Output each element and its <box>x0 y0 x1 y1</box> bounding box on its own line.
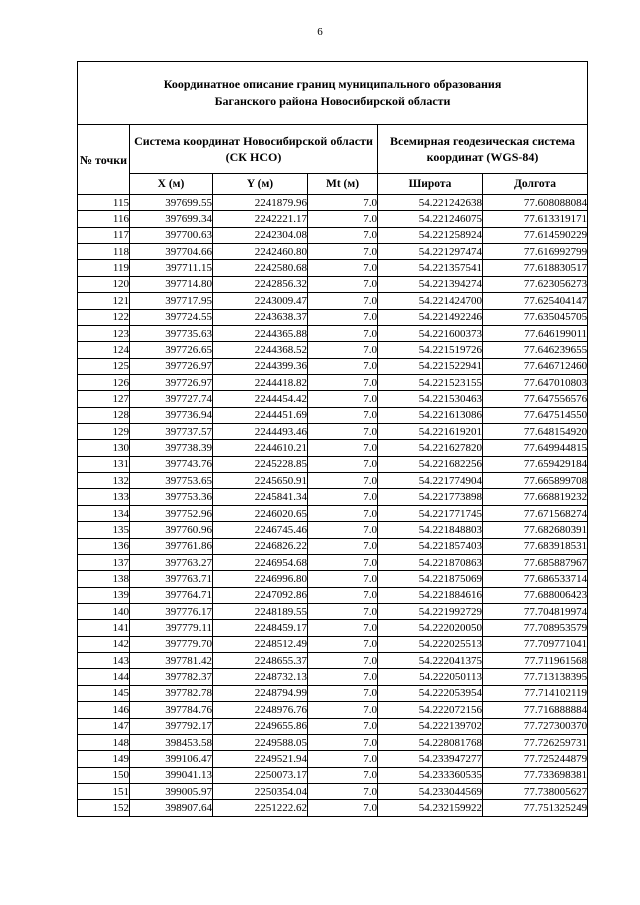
latitude-value: 54.221424700 <box>378 293 483 309</box>
longitude-value: 77.616992799 <box>483 244 588 260</box>
point-number: 124 <box>78 342 130 358</box>
point-number: 147 <box>78 718 130 734</box>
latitude-value: 54.228081768 <box>378 734 483 750</box>
table-row <box>78 407 588 423</box>
longitude-value: 77.646239655 <box>483 342 588 358</box>
latitude-value: 54.222020050 <box>378 620 483 636</box>
latitude-value: 54.221394274 <box>378 276 483 292</box>
mt-value: 7.0 <box>308 702 378 718</box>
y-value: 2244365.88 <box>213 325 308 341</box>
longitude-value: 77.623056273 <box>483 276 588 292</box>
point-number: 132 <box>78 473 130 489</box>
y-value: 2244493.46 <box>213 424 308 440</box>
point-number: 149 <box>78 751 130 767</box>
y-value: 2249521.94 <box>213 751 308 767</box>
mt-value: 7.0 <box>308 440 378 456</box>
y-value: 2248189.55 <box>213 603 308 619</box>
mt-value: 7.0 <box>308 734 378 750</box>
point-number: 141 <box>78 620 130 636</box>
x-value: 397736.94 <box>130 407 213 423</box>
point-number: 125 <box>78 358 130 374</box>
latitude-value: 54.233947277 <box>378 751 483 767</box>
x-value: 397776.17 <box>130 603 213 619</box>
y-value: 2244368.52 <box>213 342 308 358</box>
longitude-value: 77.682680391 <box>483 522 588 538</box>
latitude-value: 54.221682256 <box>378 456 483 472</box>
y-value: 2246020.65 <box>213 505 308 521</box>
mt-value: 7.0 <box>308 489 378 505</box>
y-value: 2248976.76 <box>213 702 308 718</box>
x-value: 397711.15 <box>130 260 213 276</box>
x-value: 397761.86 <box>130 538 213 554</box>
longitude-value: 77.686533714 <box>483 571 588 587</box>
table-row <box>78 718 588 734</box>
latitude-value: 54.233360535 <box>378 767 483 783</box>
x-value: 397782.78 <box>130 685 213 701</box>
mt-value: 7.0 <box>308 587 378 603</box>
mt-value: 7.0 <box>308 554 378 570</box>
y-value: 2248459.17 <box>213 620 308 636</box>
y-value: 2242460.80 <box>213 244 308 260</box>
table-row <box>78 767 588 783</box>
longitude-value: 77.613319171 <box>483 211 588 227</box>
point-number: 150 <box>78 767 130 783</box>
x-value: 397738.39 <box>130 440 213 456</box>
y-value: 2243009.47 <box>213 293 308 309</box>
table-row <box>78 260 588 276</box>
point-number: 136 <box>78 538 130 554</box>
point-number: 118 <box>78 244 130 260</box>
latitude-value: 54.221773898 <box>378 489 483 505</box>
x-value: 397782.37 <box>130 669 213 685</box>
point-number: 117 <box>78 227 130 243</box>
y-value: 2246745.46 <box>213 522 308 538</box>
longitude-value: 77.647514550 <box>483 407 588 423</box>
longitude-value: 77.618830517 <box>483 260 588 276</box>
longitude-value: 77.709771041 <box>483 636 588 652</box>
point-number: 128 <box>78 407 130 423</box>
point-number: 115 <box>78 195 130 211</box>
x-value: 397726.97 <box>130 358 213 374</box>
x-value: 397763.71 <box>130 571 213 587</box>
y-value: 2244418.82 <box>213 374 308 390</box>
x-value: 397727.74 <box>130 391 213 407</box>
latitude-value: 54.221519726 <box>378 342 483 358</box>
longitude-value: 77.704819974 <box>483 603 588 619</box>
page-number: 6 <box>317 26 323 38</box>
y-value: 2250073.17 <box>213 767 308 783</box>
latitude-value: 54.221600373 <box>378 325 483 341</box>
point-number: 148 <box>78 734 130 750</box>
y-value: 2245228.85 <box>213 456 308 472</box>
table-row <box>78 325 588 341</box>
nso-system-header: Система координат Новосибирской области (СК НСО) <box>130 125 378 174</box>
longitude-value: 77.648154920 <box>483 424 588 440</box>
longitude-value: 77.647556576 <box>483 391 588 407</box>
x-value: 397760.96 <box>130 522 213 538</box>
mt-value: 7.0 <box>308 358 378 374</box>
mt-value: 7.0 <box>308 342 378 358</box>
x-value: 397726.97 <box>130 374 213 390</box>
latitude-value: 54.222072156 <box>378 702 483 718</box>
y-value: 2242580.68 <box>213 260 308 276</box>
x-value: 397779.11 <box>130 620 213 636</box>
point-number: 119 <box>78 260 130 276</box>
y-value: 2244610.21 <box>213 440 308 456</box>
y-value: 2249588.05 <box>213 734 308 750</box>
point-number: 126 <box>78 374 130 390</box>
x-value: 398907.64 <box>130 800 213 816</box>
x-value: 397764.71 <box>130 587 213 603</box>
longitude-value: 77.751325249 <box>483 800 588 816</box>
mt-value: 7.0 <box>308 767 378 783</box>
mt-value: 7.0 <box>308 620 378 636</box>
coordinates-table <box>77 61 588 817</box>
latitude-value: 54.221848803 <box>378 522 483 538</box>
point-number: 152 <box>78 800 130 816</box>
title-line-2: Баганского района Новосибирской области <box>214 94 451 108</box>
longitude-value: 77.716888884 <box>483 702 588 718</box>
x-value: 397784.76 <box>130 702 213 718</box>
longitude-value: 77.726259731 <box>483 734 588 750</box>
table-row <box>78 227 588 243</box>
wgs-system-header: Всемирная геодезическая система координат (WGS-84) <box>378 125 588 174</box>
mt-value: 7.0 <box>308 309 378 325</box>
x-value: 397737.57 <box>130 424 213 440</box>
longitude-value: 77.688006423 <box>483 587 588 603</box>
longitude-value: 77.659429184 <box>483 456 588 472</box>
table-row <box>78 276 588 292</box>
longitude-value: 77.647010803 <box>483 374 588 390</box>
latitude-value: 54.221884616 <box>378 587 483 603</box>
y-value: 2246954.68 <box>213 554 308 570</box>
table-row <box>78 456 588 472</box>
table-title <box>78 62 588 125</box>
mt-value: 7.0 <box>308 260 378 276</box>
latitude-value: 54.221492246 <box>378 309 483 325</box>
mt-value: 7.0 <box>308 538 378 554</box>
x-value: 397699.55 <box>130 195 213 211</box>
table-row <box>78 571 588 587</box>
point-number: 130 <box>78 440 130 456</box>
table-row <box>78 358 588 374</box>
mt-value: 7.0 <box>308 244 378 260</box>
table-row <box>78 538 588 554</box>
table-row <box>78 800 588 816</box>
latitude-value: 54.222041375 <box>378 653 483 669</box>
x-value: 398453.58 <box>130 734 213 750</box>
point-number: 127 <box>78 391 130 407</box>
latitude-value: 54.222025513 <box>378 636 483 652</box>
mt-value: 7.0 <box>308 571 378 587</box>
point-number: 116 <box>78 211 130 227</box>
table-row <box>78 587 588 603</box>
longitude-value: 77.708953579 <box>483 620 588 636</box>
table-row <box>78 195 588 211</box>
latitude-value: 54.221523155 <box>378 374 483 390</box>
x-value: 397704.66 <box>130 244 213 260</box>
latitude-value: 54.221771745 <box>378 505 483 521</box>
x-value: 399005.97 <box>130 783 213 799</box>
mt-value: 7.0 <box>308 195 378 211</box>
y-value: 2244399.36 <box>213 358 308 374</box>
y-value: 2244451.69 <box>213 407 308 423</box>
y-value: 2241879.96 <box>213 195 308 211</box>
mt-value: 7.0 <box>308 407 378 423</box>
x-value: 397743.76 <box>130 456 213 472</box>
mt-value: 7.0 <box>308 276 378 292</box>
latitude-header: Широта <box>378 174 483 195</box>
x-value: 397752.96 <box>130 505 213 521</box>
point-number: 134 <box>78 505 130 521</box>
table-row <box>78 211 588 227</box>
latitude-value: 54.221258924 <box>378 227 483 243</box>
point-number: 129 <box>78 424 130 440</box>
table-row <box>78 636 588 652</box>
x-value: 397763.27 <box>130 554 213 570</box>
point-number: 120 <box>78 276 130 292</box>
longitude-value: 77.649944815 <box>483 440 588 456</box>
table-row <box>78 685 588 701</box>
table-row <box>78 391 588 407</box>
mt-value: 7.0 <box>308 374 378 390</box>
y-header: Y (м) <box>213 174 308 195</box>
table-row <box>78 669 588 685</box>
y-value: 2250354.04 <box>213 783 308 799</box>
table-row <box>78 293 588 309</box>
x-value: 397781.42 <box>130 653 213 669</box>
y-value: 2242856.32 <box>213 276 308 292</box>
point-number: 143 <box>78 653 130 669</box>
latitude-value: 54.221522941 <box>378 358 483 374</box>
mt-value: 7.0 <box>308 325 378 341</box>
point-number: 151 <box>78 783 130 799</box>
table-row <box>78 424 588 440</box>
y-value: 2249655.86 <box>213 718 308 734</box>
mt-value: 7.0 <box>308 211 378 227</box>
latitude-value: 54.222050113 <box>378 669 483 685</box>
table-row <box>78 374 588 390</box>
mt-value: 7.0 <box>308 505 378 521</box>
longitude-header: Долгота <box>483 174 588 195</box>
latitude-value: 54.221619201 <box>378 424 483 440</box>
table-row <box>78 554 588 570</box>
latitude-value: 54.222139702 <box>378 718 483 734</box>
y-value: 2243638.37 <box>213 309 308 325</box>
x-value: 399041.13 <box>130 767 213 783</box>
mt-value: 7.0 <box>308 718 378 734</box>
title-line-1: Координатное описание границ муниципального образования <box>163 77 502 91</box>
latitude-value: 54.233044569 <box>378 783 483 799</box>
point-number: 139 <box>78 587 130 603</box>
mt-value: 7.0 <box>308 783 378 799</box>
latitude-value: 54.221297474 <box>378 244 483 260</box>
y-value: 2244454.42 <box>213 391 308 407</box>
longitude-value: 77.646712460 <box>483 358 588 374</box>
mt-value: 7.0 <box>308 751 378 767</box>
x-value: 397726.65 <box>130 342 213 358</box>
table-row <box>78 751 588 767</box>
x-value: 397753.65 <box>130 473 213 489</box>
point-number: 140 <box>78 603 130 619</box>
longitude-value: 77.608088084 <box>483 195 588 211</box>
longitude-value: 77.733698381 <box>483 767 588 783</box>
table-row <box>78 342 588 358</box>
table-row <box>78 309 588 325</box>
latitude-value: 54.221870863 <box>378 554 483 570</box>
x-value: 397714.80 <box>130 276 213 292</box>
table-row <box>78 522 588 538</box>
point-number: 145 <box>78 685 130 701</box>
x-value: 399106.47 <box>130 751 213 767</box>
y-value: 2248655.37 <box>213 653 308 669</box>
mt-value: 7.0 <box>308 685 378 701</box>
mt-value: 7.0 <box>308 424 378 440</box>
y-value: 2247092.86 <box>213 587 308 603</box>
longitude-value: 77.714102119 <box>483 685 588 701</box>
table-body <box>78 195 588 817</box>
longitude-value: 77.685887967 <box>483 554 588 570</box>
x-value: 397717.95 <box>130 293 213 309</box>
mt-value: 7.0 <box>308 293 378 309</box>
latitude-value: 54.221357541 <box>378 260 483 276</box>
latitude-value: 54.221613086 <box>378 407 483 423</box>
mt-value: 7.0 <box>308 636 378 652</box>
table-row <box>78 603 588 619</box>
point-number: 131 <box>78 456 130 472</box>
longitude-value: 77.727300370 <box>483 718 588 734</box>
latitude-value: 54.221774904 <box>378 473 483 489</box>
mt-value: 7.0 <box>308 603 378 619</box>
longitude-value: 77.646199011 <box>483 325 588 341</box>
latitude-value: 54.221242638 <box>378 195 483 211</box>
point-number: 121 <box>78 293 130 309</box>
x-value: 397779.70 <box>130 636 213 652</box>
mt-value: 7.0 <box>308 522 378 538</box>
latitude-value: 54.221857403 <box>378 538 483 554</box>
y-value: 2245841.34 <box>213 489 308 505</box>
point-number: 138 <box>78 571 130 587</box>
point-number: 137 <box>78 554 130 570</box>
point-number: 142 <box>78 636 130 652</box>
mt-value: 7.0 <box>308 653 378 669</box>
mt-value: 7.0 <box>308 669 378 685</box>
x-value: 397792.17 <box>130 718 213 734</box>
x-header: X (м) <box>130 174 213 195</box>
longitude-value: 77.683918531 <box>483 538 588 554</box>
y-value: 2251222.62 <box>213 800 308 816</box>
latitude-value: 54.221246075 <box>378 211 483 227</box>
table-row <box>78 440 588 456</box>
point-number: 122 <box>78 309 130 325</box>
y-value: 2246826.22 <box>213 538 308 554</box>
longitude-value: 77.725244879 <box>483 751 588 767</box>
table-row <box>78 489 588 505</box>
latitude-value: 54.232159922 <box>378 800 483 816</box>
longitude-value: 77.713138395 <box>483 669 588 685</box>
longitude-value: 77.738005627 <box>483 783 588 799</box>
table-row <box>78 473 588 489</box>
point-number: 144 <box>78 669 130 685</box>
y-value: 2245650.91 <box>213 473 308 489</box>
latitude-value: 54.221875069 <box>378 571 483 587</box>
table-row <box>78 653 588 669</box>
x-value: 397753.36 <box>130 489 213 505</box>
longitude-value: 77.668819232 <box>483 489 588 505</box>
table-row <box>78 702 588 718</box>
point-number-header: № точки <box>78 125 130 195</box>
table-row <box>78 244 588 260</box>
latitude-value: 54.221627820 <box>378 440 483 456</box>
mt-value: 7.0 <box>308 391 378 407</box>
longitude-value: 77.614590229 <box>483 227 588 243</box>
table-row <box>78 783 588 799</box>
x-value: 397700.63 <box>130 227 213 243</box>
x-value: 397699.34 <box>130 211 213 227</box>
table-row <box>78 620 588 636</box>
y-value: 2242221.17 <box>213 211 308 227</box>
mt-value: 7.0 <box>308 456 378 472</box>
longitude-value: 77.671568274 <box>483 505 588 521</box>
longitude-value: 77.635045705 <box>483 309 588 325</box>
point-number: 135 <box>78 522 130 538</box>
y-value: 2246996.80 <box>213 571 308 587</box>
latitude-value: 54.222053954 <box>378 685 483 701</box>
mt-value: 7.0 <box>308 473 378 489</box>
y-value: 2248794.99 <box>213 685 308 701</box>
latitude-value: 54.221530463 <box>378 391 483 407</box>
y-value: 2248732.13 <box>213 669 308 685</box>
y-value: 2248512.49 <box>213 636 308 652</box>
table-row <box>78 505 588 521</box>
longitude-value: 77.625404147 <box>483 293 588 309</box>
point-number: 146 <box>78 702 130 718</box>
mt-value: 7.0 <box>308 227 378 243</box>
y-value: 2242304.08 <box>213 227 308 243</box>
longitude-value: 77.665899708 <box>483 473 588 489</box>
mt-header: Mt (м) <box>308 174 378 195</box>
point-number: 133 <box>78 489 130 505</box>
mt-value: 7.0 <box>308 800 378 816</box>
longitude-value: 77.711961568 <box>483 653 588 669</box>
point-number: 123 <box>78 325 130 341</box>
x-value: 397735.63 <box>130 325 213 341</box>
latitude-value: 54.221992729 <box>378 603 483 619</box>
x-value: 397724.55 <box>130 309 213 325</box>
table-row <box>78 734 588 750</box>
